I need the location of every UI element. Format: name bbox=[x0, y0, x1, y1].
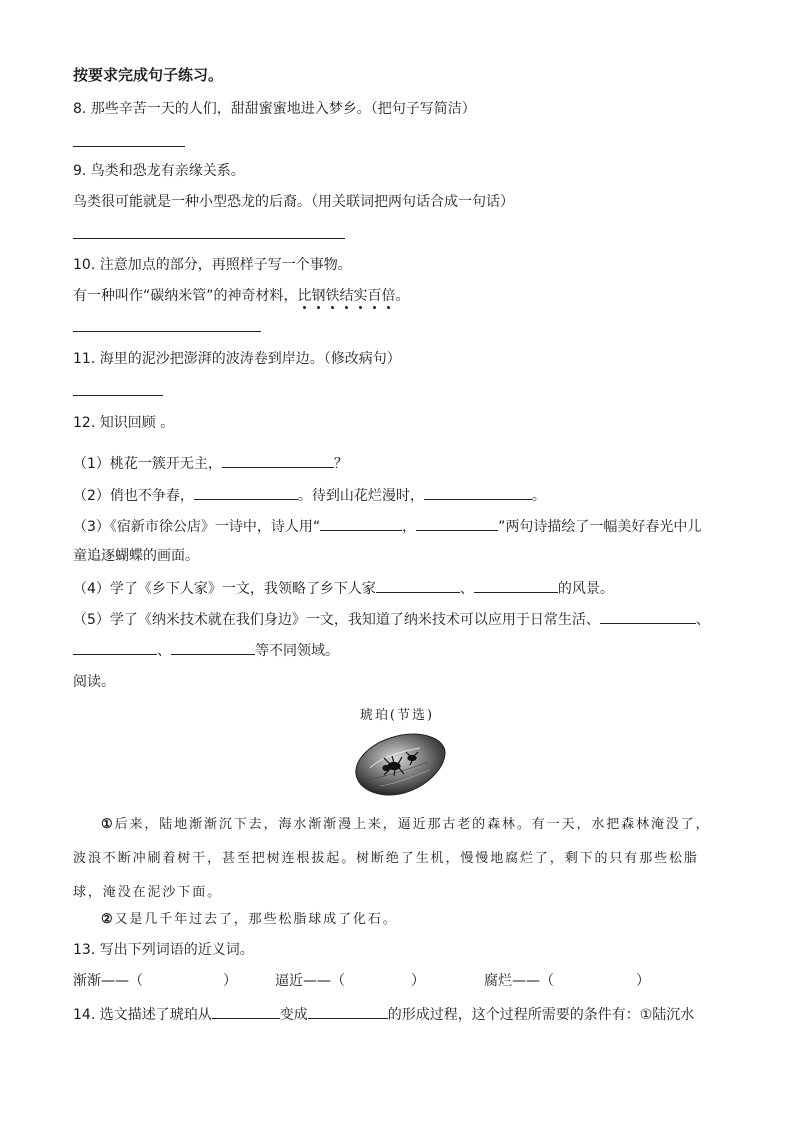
paragraph-number-1: ① bbox=[101, 817, 115, 832]
paragraph-number-2: ② bbox=[101, 912, 115, 927]
answer-line-q9[interactable] bbox=[73, 238, 345, 239]
q12-2-end: 。 bbox=[531, 488, 546, 504]
question-10-line1: 10. 注意加点的部分，再照样子写一个事物。 bbox=[73, 257, 352, 273]
dotted-char: 百 bbox=[367, 288, 382, 304]
paragraph-2-text: 又是几千年过去了，那些松脂球成了化石。 bbox=[114, 912, 398, 927]
q12-5-text: （5）学了《纳米技术就在我们身边》一文，我知道了纳米技术可以应用于日常生活、 bbox=[73, 612, 600, 628]
q12-4-text: （4）学了《乡下人家》一文，我领略了乡下人家 bbox=[73, 581, 376, 597]
dotted-char: 钢 bbox=[311, 288, 326, 304]
q10-text-pre: 有一种叫作“碳纳米管”的神奇材料， bbox=[73, 288, 298, 304]
paragraph-1-text: 后来，陆地渐渐沉下去，海水渐渐漫上来，逼近那古老的森林。有一天，水把森林淹没了，波浪不断冲刷着树干，甚至把树连根拔起。树断绝了生机，慢慢地腐烂了，剩下的只有那些松脂球，淹没在泥沙下面。 bbox=[73, 817, 711, 900]
q12-4-mid: 、 bbox=[459, 581, 474, 597]
blank-q12-2b[interactable] bbox=[424, 485, 532, 500]
q12-1-text: （1）桃花一簇开无主， bbox=[73, 456, 222, 472]
q13-word-2 bbox=[275, 972, 425, 990]
answer-line-q10[interactable] bbox=[73, 331, 261, 332]
q12-3-text: （3）《宿新市徐公店》一诗中，诗人用“ bbox=[73, 519, 321, 535]
section-heading: 按要求完成句子练习。 bbox=[73, 66, 224, 84]
question-9-line1: 9. 鸟类和恐龙有亲缘关系。 bbox=[73, 163, 245, 179]
q12-item-1 bbox=[73, 453, 348, 473]
q12-item-3-line2: 童追逐蝴蝶的画面。 bbox=[73, 548, 199, 564]
dotted-char: 结 bbox=[339, 288, 354, 304]
q12-5-end: 、 bbox=[695, 612, 710, 628]
blank-q12-4a[interactable] bbox=[376, 578, 460, 593]
reading-paragraph-2 bbox=[73, 903, 723, 937]
q10-dotted-text bbox=[298, 288, 396, 304]
blank-q12-5a[interactable] bbox=[600, 609, 696, 624]
blank-q14-b[interactable] bbox=[308, 1004, 388, 1019]
reading-label: 阅读。 bbox=[73, 674, 115, 690]
q12-item-5-line2 bbox=[73, 640, 339, 660]
question-10-line2 bbox=[73, 287, 410, 305]
dotted-char: 实 bbox=[353, 288, 368, 304]
q13-word-1 bbox=[73, 972, 237, 990]
blank-q14-a[interactable] bbox=[212, 1004, 280, 1019]
blank-q12-3a[interactable] bbox=[320, 516, 402, 531]
amber-with-insects-image bbox=[350, 728, 450, 800]
q13-close-2: ） bbox=[411, 973, 425, 989]
reading-title: 琥珀(节选) bbox=[359, 708, 435, 723]
q12-4-end: 的风景。 bbox=[557, 581, 614, 597]
dotted-char: 倍 bbox=[381, 288, 396, 304]
question-8: 8. 那些辛苦一天的人们，甜甜蜜蜜地进入梦乡。（把句子写简洁） bbox=[73, 101, 476, 117]
q12-3-mid: ， bbox=[402, 519, 417, 535]
q13-word-3 bbox=[484, 972, 650, 990]
q12-1-end: ？ bbox=[333, 456, 348, 472]
answer-line-q8[interactable] bbox=[73, 146, 185, 147]
q12-2-mid: 。待到山花烂漫时， bbox=[297, 488, 424, 504]
dotted-char: 比 bbox=[297, 288, 312, 304]
q13-word-3-text: 腐烂——（ bbox=[484, 973, 554, 989]
q12-item-5 bbox=[73, 609, 710, 629]
question-14 bbox=[73, 1004, 694, 1024]
blank-q12-3b[interactable] bbox=[416, 516, 498, 531]
q13-word-1-text: 渐渐——（ bbox=[73, 973, 143, 989]
q12-item-3 bbox=[73, 516, 701, 536]
q12-5-line2-mid: 、 bbox=[157, 643, 171, 659]
q12-2-text: （2）俏也不争春， bbox=[73, 488, 194, 504]
question-9-line2: 鸟类很可能就是一种小型恐龙的后裔。（用关联词把两句话合成一句话） bbox=[73, 194, 514, 210]
q12-item-2 bbox=[73, 485, 546, 505]
dotted-char: 铁 bbox=[325, 288, 340, 304]
q14-text-post: 的形成过程，这个过程所需要的条件有：①陆沉水 bbox=[387, 1007, 695, 1023]
blank-q12-4b[interactable] bbox=[474, 578, 558, 593]
q12-5-line2-end: 等不同领域。 bbox=[255, 643, 339, 659]
q10-text-post: 。 bbox=[395, 288, 410, 304]
q13-word-2-text: 逼近——（ bbox=[275, 973, 345, 989]
blank-q12-5c[interactable] bbox=[171, 640, 255, 655]
question-13-title: 13. 写出下列词语的近义词。 bbox=[73, 942, 254, 958]
q14-text-mid: 变成 bbox=[279, 1007, 308, 1023]
blank-q12-2a[interactable] bbox=[194, 485, 298, 500]
q13-close-1: ） bbox=[223, 973, 237, 989]
question-11: 11. 海里的泥沙把澎湃的波涛卷到岸边。（修改病句） bbox=[73, 351, 401, 367]
blank-q12-1[interactable] bbox=[222, 453, 334, 468]
reading-paragraph-1 bbox=[73, 808, 723, 910]
q12-item-4 bbox=[73, 578, 614, 598]
answer-line-q11[interactable] bbox=[73, 395, 163, 396]
blank-q12-5b[interactable] bbox=[73, 640, 157, 655]
q13-close-3: ） bbox=[636, 973, 650, 989]
q12-3-post: ”两句诗描绘了一幅美好春光中儿 bbox=[498, 519, 702, 535]
q14-text-pre: 14. 选文描述了琥珀从 bbox=[73, 1007, 212, 1023]
question-12-title: 12. 知识回顾 。 bbox=[73, 415, 175, 431]
